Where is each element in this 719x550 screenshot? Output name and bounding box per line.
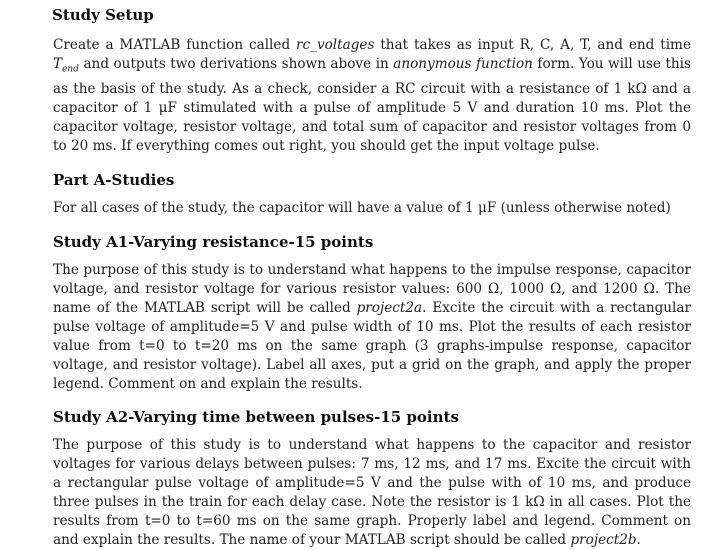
a2-text-1: The purpose of this study is to understand what happens to the capacitor and resistor voltages for various delays between pulses: 7 ms, 12 ms, and 17 ms. Excite the circuit with a rectangular pulse voltage of amplitude=5 V and the pulse with of 10 ms, and produce three pulses in the train for each delay case. Note the resistor is 1 kΩ in all cases. Plot the results from t=0 to t=60 ms on the same graph. Properly label and legend. Comment on and explain the results. The name of your MATLAB script should be called [53, 436, 691, 548]
study-a1-paragraph [53, 261, 691, 394]
function-name: rc_voltages [296, 37, 375, 53]
study-a1-heading: Study A1-Varying resistance-15 points [53, 232, 374, 251]
setup-text-1: Create a MATLAB function called [53, 37, 297, 53]
tend-base: T [53, 56, 63, 72]
a1-text-1: The purpose of this study is to understand what happens to the impulse response, capacitor voltage, and resistor voltage for various resistor values: 600 Ω, 1000 Ω, and 1200 Ω. The name of the MATLAB script will be called [53, 261, 691, 316]
a1-text-2: . Excite the circuit with a rectangular pulse voltage of amplitude=5 V and pulse width of 10 ms. Plot the results of each resistor value from t=0 to t=20 ms on the same graph (3 graphs-impulse response, capacitor voltage, and resistor voltage). Label all axes, put a grid on the graph, and apply the proper legend. Comment on and explain the results. [53, 299, 691, 392]
a1-script-name: project2a [356, 299, 423, 316]
part-a-heading: Part A-Studies [53, 170, 175, 189]
setup-text-4: form. You will use this as the basis of the study. As a check, consider a RC circuit with a resistance of 1 kΩ and a capacitor of 1 μF stimulated with a pulse of amplitude 5 V and duration 10 ms. Plot the capacitor voltage, resistor voltage, and total sum of capacitor and resistor voltages from 0 to 20 ms. If everything comes out right, you should get the input voltage pulse. [53, 56, 692, 154]
setup-text-2: that takes as input R, C, A, T, and end time [374, 37, 691, 53]
a2-text-2: . [636, 531, 641, 548]
study-setup-paragraph [53, 36, 691, 156]
anonymous-function-term: anonymous function [393, 56, 533, 72]
a2-script-name: project2b [570, 531, 637, 548]
study-setup-heading: Study Setup [52, 6, 154, 24]
setup-text-3: and outputs two derivations shown above in [78, 56, 394, 72]
part-a-paragraph: For all cases of the study, the capacitor will have a value of 1 μF (unless otherwise noted) [53, 199, 671, 216]
tend-subscript: end [62, 64, 79, 75]
study-a2-heading: Study A2-Varying time between pulses-15 points [53, 407, 459, 426]
study-a2-paragraph [53, 436, 691, 550]
tend-symbol [53, 56, 79, 75]
